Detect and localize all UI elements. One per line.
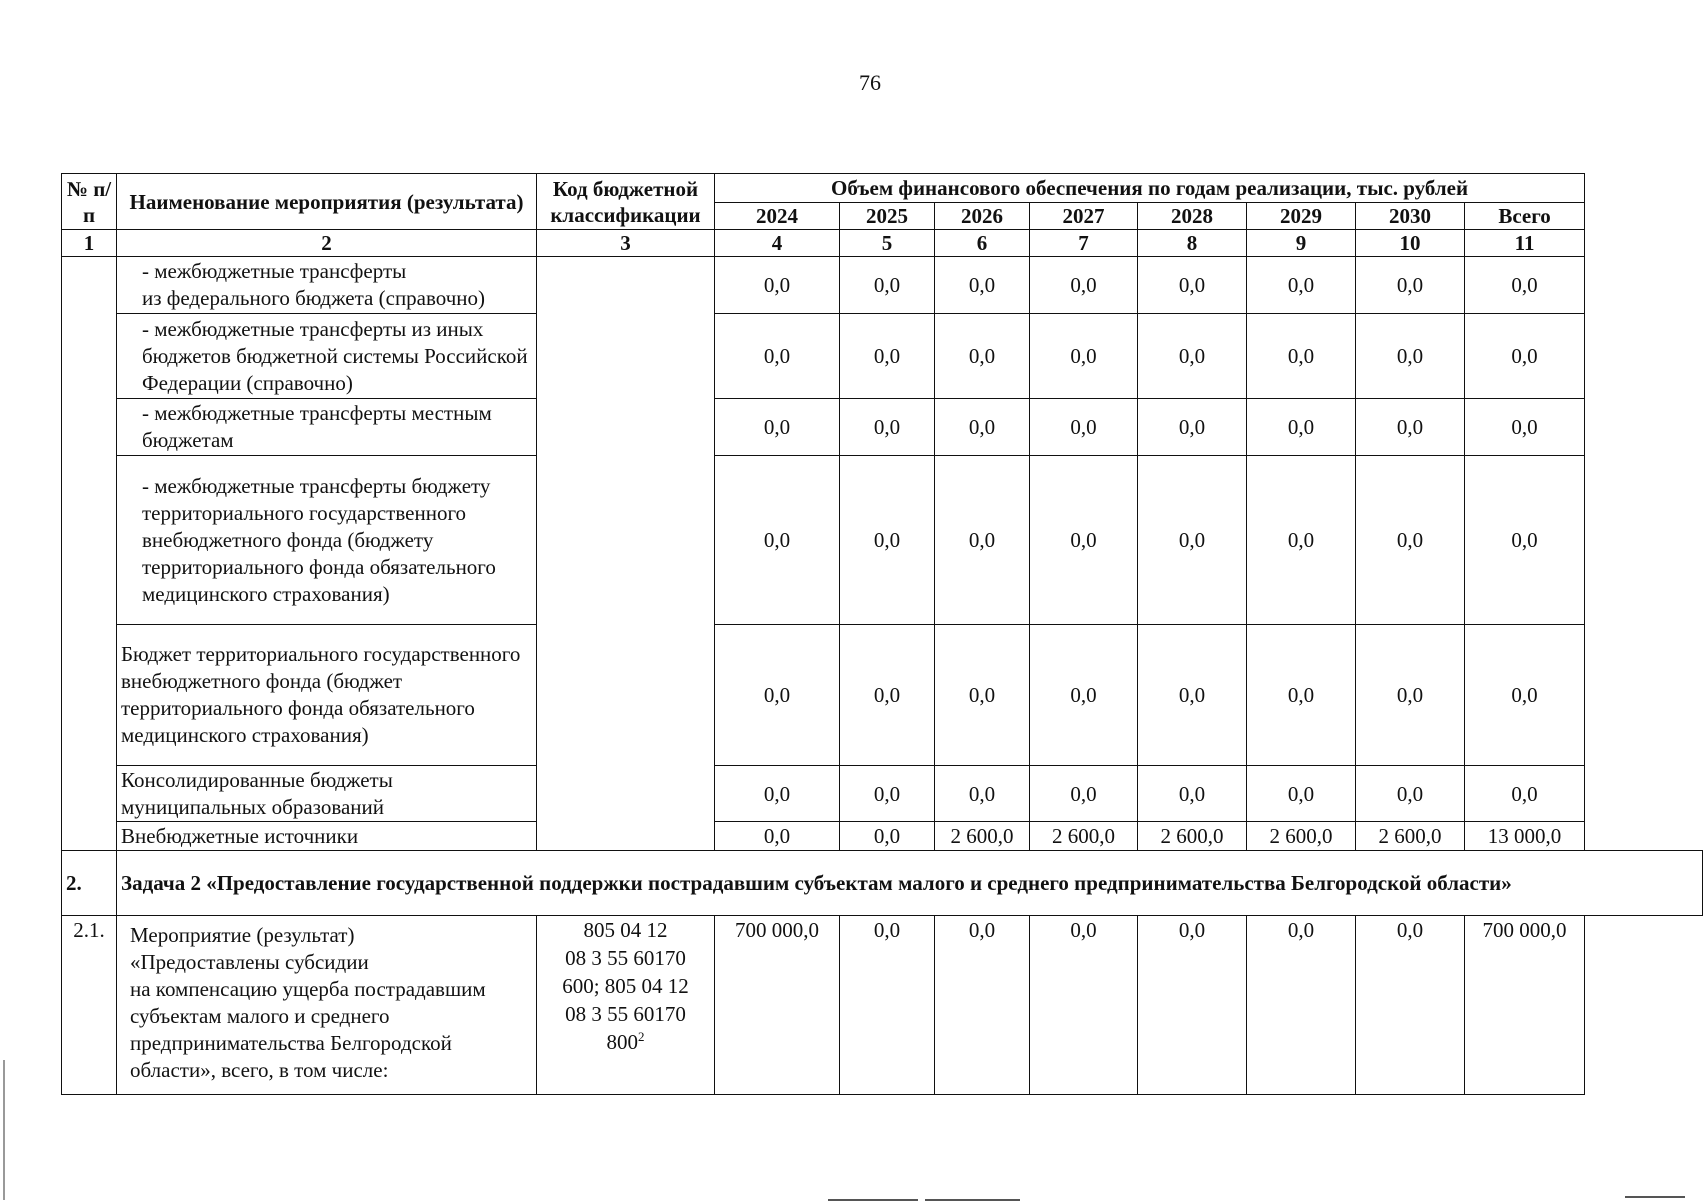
- value-cell: 0,0: [1030, 456, 1138, 625]
- value-cell: 0,0: [840, 625, 935, 766]
- value-cell: 0,0: [1030, 916, 1138, 1095]
- col-number: 7: [1030, 230, 1138, 257]
- value-cell: 0,0: [1247, 625, 1356, 766]
- year-header: 2025: [840, 203, 935, 230]
- row-name: - межбюджетные трансферты местным бюджетам: [117, 399, 537, 456]
- value-cell: 0,0: [1247, 257, 1356, 314]
- value-cell: 2 600,0: [1356, 822, 1465, 851]
- value-cell: 0,0: [1247, 456, 1356, 625]
- value-cell: 0,0: [1247, 766, 1356, 822]
- value-cell: 0,0: [715, 766, 840, 822]
- value-cell: 0,0: [1356, 399, 1465, 456]
- value-cell: 0,0: [715, 625, 840, 766]
- table-row: [62, 399, 1703, 456]
- value-cell: 700 000,0: [1465, 916, 1585, 1095]
- financing-table: [61, 173, 1703, 1095]
- task-number: 2.: [62, 851, 117, 916]
- col-volume-header: Объем финансового обеспечения по годам реализации, тыс. рублей: [715, 174, 1585, 203]
- value-cell: 0,0: [1138, 257, 1247, 314]
- value-cell: 2 600,0: [935, 822, 1030, 851]
- value-cell: 0,0: [1356, 257, 1465, 314]
- value-cell: 0,0: [715, 399, 840, 456]
- value-cell: 0,0: [1030, 257, 1138, 314]
- footnote-marker: 2: [638, 1029, 645, 1044]
- value-cell: 0,0: [935, 766, 1030, 822]
- col-number: 4: [715, 230, 840, 257]
- value-cell: 13 000,0: [1465, 822, 1585, 851]
- header-row-col-numbers: [62, 230, 1703, 257]
- value-cell: 0,0: [935, 314, 1030, 399]
- row-name: - межбюджетные трансферты из федерального бюджета (справочно): [117, 257, 537, 314]
- col-number: 10: [1356, 230, 1465, 257]
- col-num-header: № п/п: [62, 174, 117, 230]
- task-row: [62, 851, 1703, 916]
- value-cell: 0,0: [840, 916, 935, 1095]
- value-cell: 0,0: [715, 822, 840, 851]
- value-cell: 0,0: [1247, 399, 1356, 456]
- value-cell: 2 600,0: [1138, 822, 1247, 851]
- value-cell: 0,0: [935, 399, 1030, 456]
- value-cell: 0,0: [1465, 456, 1585, 625]
- value-cell: 0,0: [840, 399, 935, 456]
- table-row: [62, 822, 1703, 851]
- value-cell: 0,0: [1356, 625, 1465, 766]
- value-cell: 0,0: [1138, 766, 1247, 822]
- table-row: [62, 257, 1703, 314]
- value-cell: 0,0: [1030, 314, 1138, 399]
- year-header: 2026: [935, 203, 1030, 230]
- value-cell: 0,0: [1356, 766, 1465, 822]
- row-name: - межбюджетные трансферты из иных бюджетов бюджетной системы Российской Федерации (справочно): [117, 314, 537, 399]
- measure-name: [117, 916, 537, 1095]
- col-code-header: Код бюджетной классификации: [537, 174, 715, 230]
- budget-code: [537, 916, 715, 1095]
- value-cell: 0,0: [715, 257, 840, 314]
- col-number: 6: [935, 230, 1030, 257]
- value-cell: 0,0: [715, 456, 840, 625]
- table-row: [62, 625, 1703, 766]
- measure-number: 2.1.: [62, 916, 117, 1095]
- table-row: [62, 314, 1703, 399]
- year-header: 2027: [1030, 203, 1138, 230]
- value-cell: 0,0: [840, 822, 935, 851]
- measure-name-text: Мероприятие (результат) «Предоставлены субсидии на компенсацию ущерба пострадавшим субъектам малого и среднего предпринимательства Белгородской области», всего, в том числе:: [130, 923, 486, 1082]
- value-cell: 0,0: [715, 314, 840, 399]
- value-cell: 0,0: [1356, 456, 1465, 625]
- budget-code-text: 805 04 12 08 3 55 60170 600; 805 04 12 08 3 55 60170 800: [562, 918, 689, 1054]
- value-cell: 0,0: [1465, 399, 1585, 456]
- code-cell: [537, 257, 715, 851]
- row-name: Внебюджетные источники: [117, 822, 537, 851]
- col-name-header: Наименование мероприятия (результата): [117, 174, 537, 230]
- col-number: 1: [62, 230, 117, 257]
- task-title: Задача 2 «Предоставление государственной поддержки пострадавшим субъектам малого и среднего предпринимательства Белгородской области»: [117, 851, 1703, 916]
- value-cell: 0,0: [935, 456, 1030, 625]
- value-cell: 0,0: [1465, 766, 1585, 822]
- value-cell: 0,0: [1465, 257, 1585, 314]
- year-header: 2024: [715, 203, 840, 230]
- row-name: Консолидированные бюджеты муниципальных образований: [117, 766, 537, 822]
- value-cell: 0,0: [1030, 625, 1138, 766]
- year-header: 2028: [1138, 203, 1247, 230]
- value-cell: 0,0: [1356, 314, 1465, 399]
- year-header: 2030: [1356, 203, 1465, 230]
- value-cell: 0,0: [1138, 399, 1247, 456]
- row-name: - межбюджетные трансферты бюджету территориального государственного внебюджетного фонда (бюджету территориального фонда обязательного медицинского страхования): [117, 456, 537, 625]
- value-cell: 0,0: [1030, 766, 1138, 822]
- col-number: 5: [840, 230, 935, 257]
- col-number: 8: [1138, 230, 1247, 257]
- col-number: 2: [117, 230, 537, 257]
- value-cell: 0,0: [1138, 916, 1247, 1095]
- row-number-cell: [62, 257, 117, 851]
- col-number: 3: [537, 230, 715, 257]
- value-cell: 0,0: [840, 766, 935, 822]
- value-cell: 0,0: [1138, 456, 1247, 625]
- value-cell: 2 600,0: [1247, 822, 1356, 851]
- header-row-top: [62, 174, 1703, 203]
- table-row: [62, 766, 1703, 822]
- value-cell: 0,0: [840, 257, 935, 314]
- value-cell: 0,0: [935, 257, 1030, 314]
- page-number: 76: [859, 70, 881, 95]
- value-cell: 0,0: [1138, 625, 1247, 766]
- value-cell: 0,0: [1030, 399, 1138, 456]
- value-cell: 0,0: [840, 314, 935, 399]
- table-row: [62, 456, 1703, 625]
- value-cell: 2 600,0: [1030, 822, 1138, 851]
- measure-row: [62, 916, 1703, 1095]
- value-cell: 0,0: [1247, 916, 1356, 1095]
- value-cell: 0,0: [1465, 314, 1585, 399]
- value-cell: 700 000,0: [715, 916, 840, 1095]
- total-header: Всего: [1465, 203, 1585, 230]
- value-cell: 0,0: [935, 916, 1030, 1095]
- year-header: 2029: [1247, 203, 1356, 230]
- value-cell: 0,0: [935, 625, 1030, 766]
- value-cell: 0,0: [1465, 625, 1585, 766]
- value-cell: 0,0: [840, 456, 935, 625]
- scan-artifact-line: [1625, 1196, 1685, 1198]
- value-cell: 0,0: [1138, 314, 1247, 399]
- value-cell: 0,0: [1247, 314, 1356, 399]
- value-cell: 0,0: [1356, 916, 1465, 1095]
- col-number: 9: [1247, 230, 1356, 257]
- scan-artifact-left: [3, 1060, 5, 1200]
- col-number: 11: [1465, 230, 1585, 257]
- row-name: Бюджет территориального государственного внебюджетного фонда (бюджет территориального фонда обязательного медицинского страхования): [117, 625, 537, 766]
